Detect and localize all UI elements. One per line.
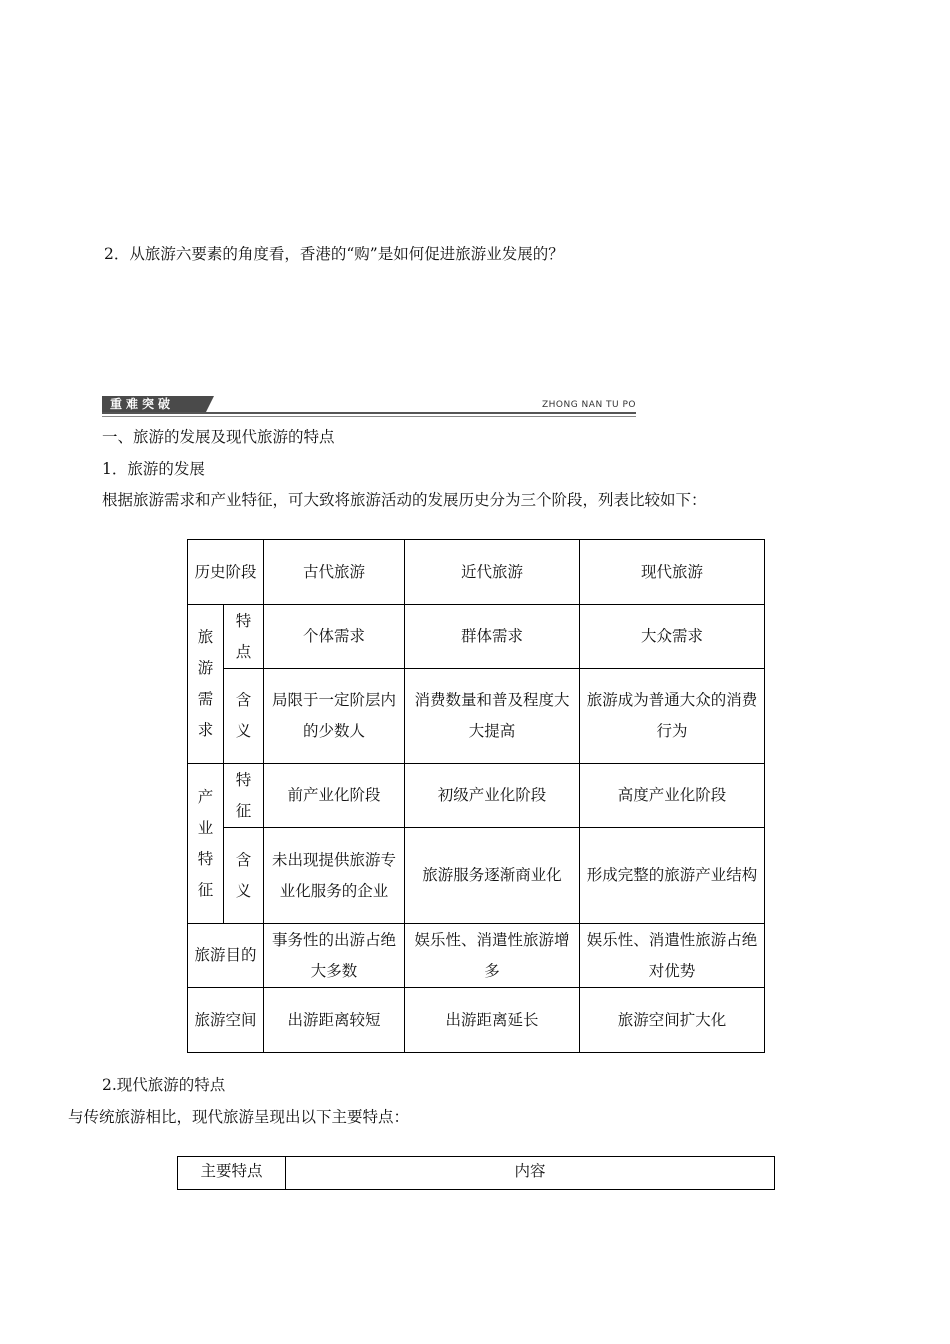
space-label: 旅游空间 bbox=[188, 988, 264, 1053]
industry-group-label: 产业特征 bbox=[188, 764, 224, 924]
section-title: 一、旅游的发展及现代旅游的特点 bbox=[102, 428, 335, 446]
table-cell: 未出现提供旅游专业化服务的企业 bbox=[264, 828, 405, 924]
table-row bbox=[188, 988, 765, 1053]
purpose-label: 旅游目的 bbox=[188, 924, 264, 988]
industry-feature-label: 特征 bbox=[224, 764, 264, 828]
table-cell: 局限于一定阶层内的少数人 bbox=[264, 669, 405, 764]
question-2: 2．从旅游六要素的角度看，香港的“购”是如何促进旅游业发展的？ bbox=[104, 245, 564, 263]
table-row bbox=[188, 924, 765, 988]
table-cell: 初级产业化阶段 bbox=[405, 764, 580, 828]
header-content: 内容 bbox=[286, 1157, 775, 1190]
intro-paragraph-2: 与传统旅游相比，现代旅游呈现出以下主要特点： bbox=[68, 1108, 410, 1126]
table-row bbox=[188, 540, 765, 605]
subsection-title-1: 1．旅游的发展 bbox=[102, 460, 205, 478]
table-cell: 消费数量和普及程度大大提高 bbox=[405, 669, 580, 764]
table-cell: 娱乐性、消遣性旅游占绝对优势 bbox=[580, 924, 765, 988]
section-banner bbox=[102, 394, 636, 420]
header-main-features: 主要特点 bbox=[178, 1157, 286, 1190]
table-cell: 大众需求 bbox=[580, 605, 765, 669]
subsection-title-2: 2.现代旅游的特点 bbox=[102, 1076, 226, 1094]
table-cell: 个体需求 bbox=[264, 605, 405, 669]
header-ancient: 古代旅游 bbox=[264, 540, 405, 605]
industry-meaning-label: 含义 bbox=[224, 828, 264, 924]
table-row bbox=[178, 1157, 775, 1190]
modern-tourism-table bbox=[177, 1156, 775, 1190]
table-cell: 高度产业化阶段 bbox=[580, 764, 765, 828]
table-cell: 事务性的出游占绝大多数 bbox=[264, 924, 405, 988]
banner-slope bbox=[206, 396, 214, 412]
table-cell: 旅游服务逐渐商业化 bbox=[405, 828, 580, 924]
table-cell: 旅游成为普通大众的消费行为 bbox=[580, 669, 765, 764]
table-cell: 旅游空间扩大化 bbox=[580, 988, 765, 1053]
banner-rule bbox=[102, 412, 636, 414]
header-stage: 历史阶段 bbox=[188, 540, 264, 605]
demand-feature-label: 特点 bbox=[224, 605, 264, 669]
intro-paragraph-1: 根据旅游需求和产业特征，可大致将旅游活动的发展历史分为三个阶段，列表比较如下： bbox=[102, 491, 707, 509]
banner-rule-thin bbox=[102, 416, 636, 417]
demand-group-label: 旅游需求 bbox=[188, 605, 224, 764]
table-cell: 形成完整的旅游产业结构 bbox=[580, 828, 765, 924]
table-cell: 娱乐性、消遣性旅游增多 bbox=[405, 924, 580, 988]
header-modern-early: 近代旅游 bbox=[405, 540, 580, 605]
table-cell: 出游距离延长 bbox=[405, 988, 580, 1053]
table-cell: 出游距离较短 bbox=[264, 988, 405, 1053]
table-row bbox=[188, 828, 765, 924]
tourism-development-table bbox=[187, 539, 765, 1053]
banner-label: 重难突破 bbox=[102, 396, 206, 412]
table-cell: 前产业化阶段 bbox=[264, 764, 405, 828]
demand-meaning-label: 含义 bbox=[224, 669, 264, 764]
table-row bbox=[188, 669, 765, 764]
header-contemporary: 现代旅游 bbox=[580, 540, 765, 605]
table-row bbox=[188, 764, 765, 828]
table-row bbox=[188, 605, 765, 669]
banner-english: ZHONG NAN TU PO bbox=[541, 400, 636, 410]
table-cell: 群体需求 bbox=[405, 605, 580, 669]
